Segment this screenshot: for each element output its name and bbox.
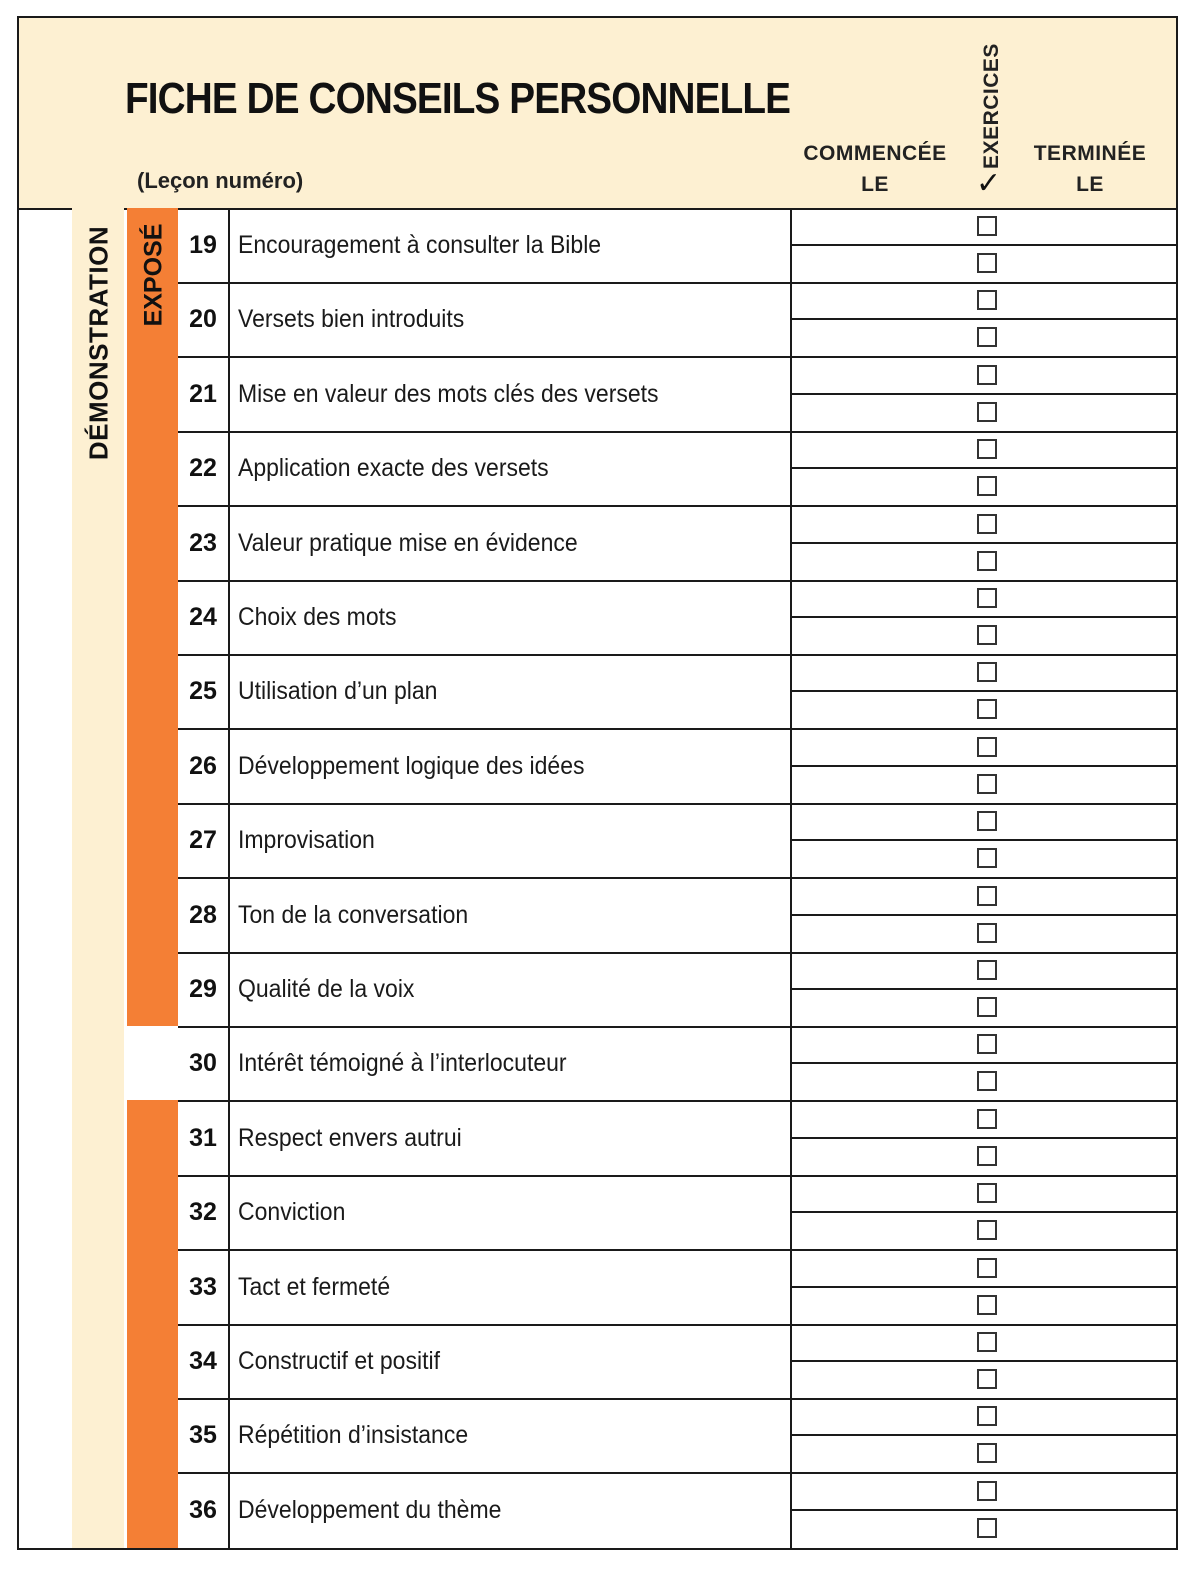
demonstration-label-text: DÉMONSTRATION	[83, 225, 114, 461]
exercise-checkbox[interactable]	[977, 1518, 997, 1538]
exercise-checkbox[interactable]	[977, 960, 997, 980]
lesson-row	[19, 729, 1176, 803]
exercise-checkbox[interactable]	[977, 1071, 997, 1091]
exercise-checkbox[interactable]	[977, 1034, 997, 1054]
column-header-exercises-label: EXERCICES	[980, 43, 1003, 169]
exercise-checkbox[interactable]	[977, 1369, 997, 1389]
counsel-sheet	[17, 16, 1178, 1550]
lesson-title: Application exacte des versets	[238, 454, 549, 483]
exercise-checkbox[interactable]	[977, 625, 997, 645]
exercise-checkbox[interactable]	[977, 923, 997, 943]
row-mid-line	[792, 839, 1176, 841]
exercise-checkbox[interactable]	[977, 1443, 997, 1463]
exercise-checkbox[interactable]	[977, 514, 997, 534]
lesson-row	[19, 1324, 1176, 1398]
lesson-title: Valeur pratique mise en évidence	[238, 528, 578, 557]
column-header-finished-line1: TERMINÉE	[1033, 142, 1147, 165]
exercise-checkbox[interactable]	[977, 1258, 997, 1278]
lesson-row	[19, 580, 1176, 654]
exercise-checkbox[interactable]	[977, 886, 997, 906]
lesson-row	[19, 506, 1176, 580]
exercise-checkbox[interactable]	[977, 662, 997, 682]
lesson-number: 20	[189, 305, 217, 334]
lesson-number: 21	[189, 379, 217, 408]
column-header-finished	[1014, 138, 1166, 200]
exercise-checkbox[interactable]	[977, 997, 997, 1017]
lesson-number: 22	[189, 454, 217, 483]
column-header-started-line2: LE	[861, 173, 889, 196]
lesson-number: 27	[189, 826, 217, 855]
exercise-checkbox[interactable]	[977, 1183, 997, 1203]
lesson-title: Tact et fermeté	[238, 1272, 391, 1301]
lesson-title: Intérêt témoigné à l’interlocuteur	[238, 1049, 567, 1078]
lesson-number: 32	[189, 1198, 217, 1227]
lesson-title: Encouragement à consulter la Bible	[238, 231, 602, 259]
lesson-title: Utilisation d’un plan	[238, 677, 438, 706]
exercise-checkbox[interactable]	[977, 811, 997, 831]
column-header-started	[789, 138, 961, 200]
lesson-number: 36	[189, 1495, 217, 1524]
exercise-checkbox[interactable]	[977, 216, 997, 236]
row-mid-line	[792, 988, 1176, 990]
sheet-title: FICHE DE CONSEILS PERSONNELLE	[125, 74, 791, 123]
exercise-checkbox[interactable]	[977, 1146, 997, 1166]
exercise-checkbox[interactable]	[977, 476, 997, 496]
row-mid-line	[792, 1211, 1176, 1213]
lesson-row	[19, 654, 1176, 728]
exercise-checkbox[interactable]	[977, 699, 997, 719]
exercise-checkbox[interactable]	[977, 551, 997, 571]
exercise-checkbox[interactable]	[977, 327, 997, 347]
row-mid-line	[792, 616, 1176, 618]
lesson-number-caption: (Leçon numéro)	[137, 168, 304, 193]
sheet-header	[19, 18, 1176, 210]
lesson-row	[19, 1026, 1176, 1100]
lesson-row	[19, 1398, 1176, 1472]
lesson-number: 25	[189, 677, 217, 706]
row-mid-line	[792, 1434, 1176, 1436]
lesson-row	[19, 357, 1176, 431]
lesson-title: Ton de la conversation	[238, 900, 469, 929]
lesson-number: 24	[189, 603, 217, 631]
exercise-checkbox[interactable]	[977, 1295, 997, 1315]
exercise-checkbox[interactable]	[977, 365, 997, 385]
lesson-number: 19	[189, 231, 217, 259]
lesson-row	[19, 431, 1176, 505]
row-mid-line	[792, 393, 1176, 395]
lesson-title: Improvisation	[238, 826, 375, 855]
lesson-row	[19, 1473, 1176, 1547]
exercise-checkbox[interactable]	[977, 1220, 997, 1240]
lesson-title: Conviction	[238, 1198, 346, 1227]
row-mid-line	[792, 765, 1176, 767]
lesson-row	[19, 1175, 1176, 1249]
lesson-title: Qualité de la voix	[238, 975, 415, 1003]
lesson-row	[19, 952, 1176, 1026]
row-mid-line	[792, 914, 1176, 916]
lesson-row	[19, 208, 1176, 282]
lesson-number: 33	[189, 1272, 217, 1301]
row-mid-line	[792, 542, 1176, 544]
lesson-number: 31	[189, 1123, 217, 1152]
exercise-checkbox[interactable]	[977, 848, 997, 868]
row-mid-line	[792, 1360, 1176, 1362]
exercise-checkbox[interactable]	[977, 290, 997, 310]
row-mid-line	[792, 1062, 1176, 1064]
exercise-checkbox[interactable]	[977, 1406, 997, 1426]
exercise-checkbox[interactable]	[977, 588, 997, 608]
expose-label-text: EXPOSÉ	[139, 223, 168, 327]
exercise-checkbox[interactable]	[977, 1332, 997, 1352]
lesson-title: Mise en valeur des mots clés des versets	[238, 379, 659, 408]
divider-label-tracking	[790, 208, 792, 1548]
column-header-finished-line2: LE	[1076, 173, 1104, 196]
lesson-number: 35	[189, 1421, 217, 1450]
exercise-checkbox[interactable]	[977, 439, 997, 459]
lesson-number: 30	[189, 1049, 217, 1078]
divider-number-label	[228, 208, 230, 1548]
lesson-row	[19, 878, 1176, 952]
lesson-row	[19, 1250, 1176, 1324]
row-mid-line	[792, 1509, 1176, 1511]
lesson-title: Développement logique des idées	[238, 751, 585, 780]
exercise-checkbox[interactable]	[977, 1481, 997, 1501]
row-mid-line	[792, 467, 1176, 469]
lesson-title: Respect envers autrui	[238, 1123, 462, 1152]
lesson-title: Répétition d’insistance	[238, 1421, 469, 1450]
lesson-title: Versets bien introduits	[238, 305, 465, 334]
lesson-number: 26	[189, 751, 217, 780]
lesson-number: 28	[189, 900, 217, 929]
lesson-number: 34	[189, 1347, 217, 1375]
exercise-checkbox[interactable]	[977, 1109, 997, 1129]
lesson-row	[19, 1101, 1176, 1175]
lesson-title: Constructif et positif	[238, 1347, 440, 1375]
lesson-title: Développement du thème	[238, 1495, 502, 1524]
check-mark-icon: ✓	[976, 167, 1002, 200]
lesson-number: 29	[189, 975, 217, 1003]
lesson-row	[19, 803, 1176, 877]
row-mid-line	[792, 1286, 1176, 1288]
row-mid-line	[792, 318, 1176, 320]
row-mid-line	[792, 690, 1176, 692]
exercise-checkbox[interactable]	[977, 737, 997, 757]
lesson-number: 23	[189, 528, 217, 557]
lesson-row	[19, 282, 1176, 356]
lesson-title: Choix des mots	[238, 603, 397, 631]
exercise-checkbox[interactable]	[977, 774, 997, 794]
exercise-checkbox[interactable]	[977, 253, 997, 273]
row-mid-line	[792, 244, 1176, 246]
column-header-started-line1: COMMENCÉE	[803, 142, 947, 165]
exercise-checkbox[interactable]	[977, 402, 997, 422]
row-mid-line	[792, 1137, 1176, 1139]
